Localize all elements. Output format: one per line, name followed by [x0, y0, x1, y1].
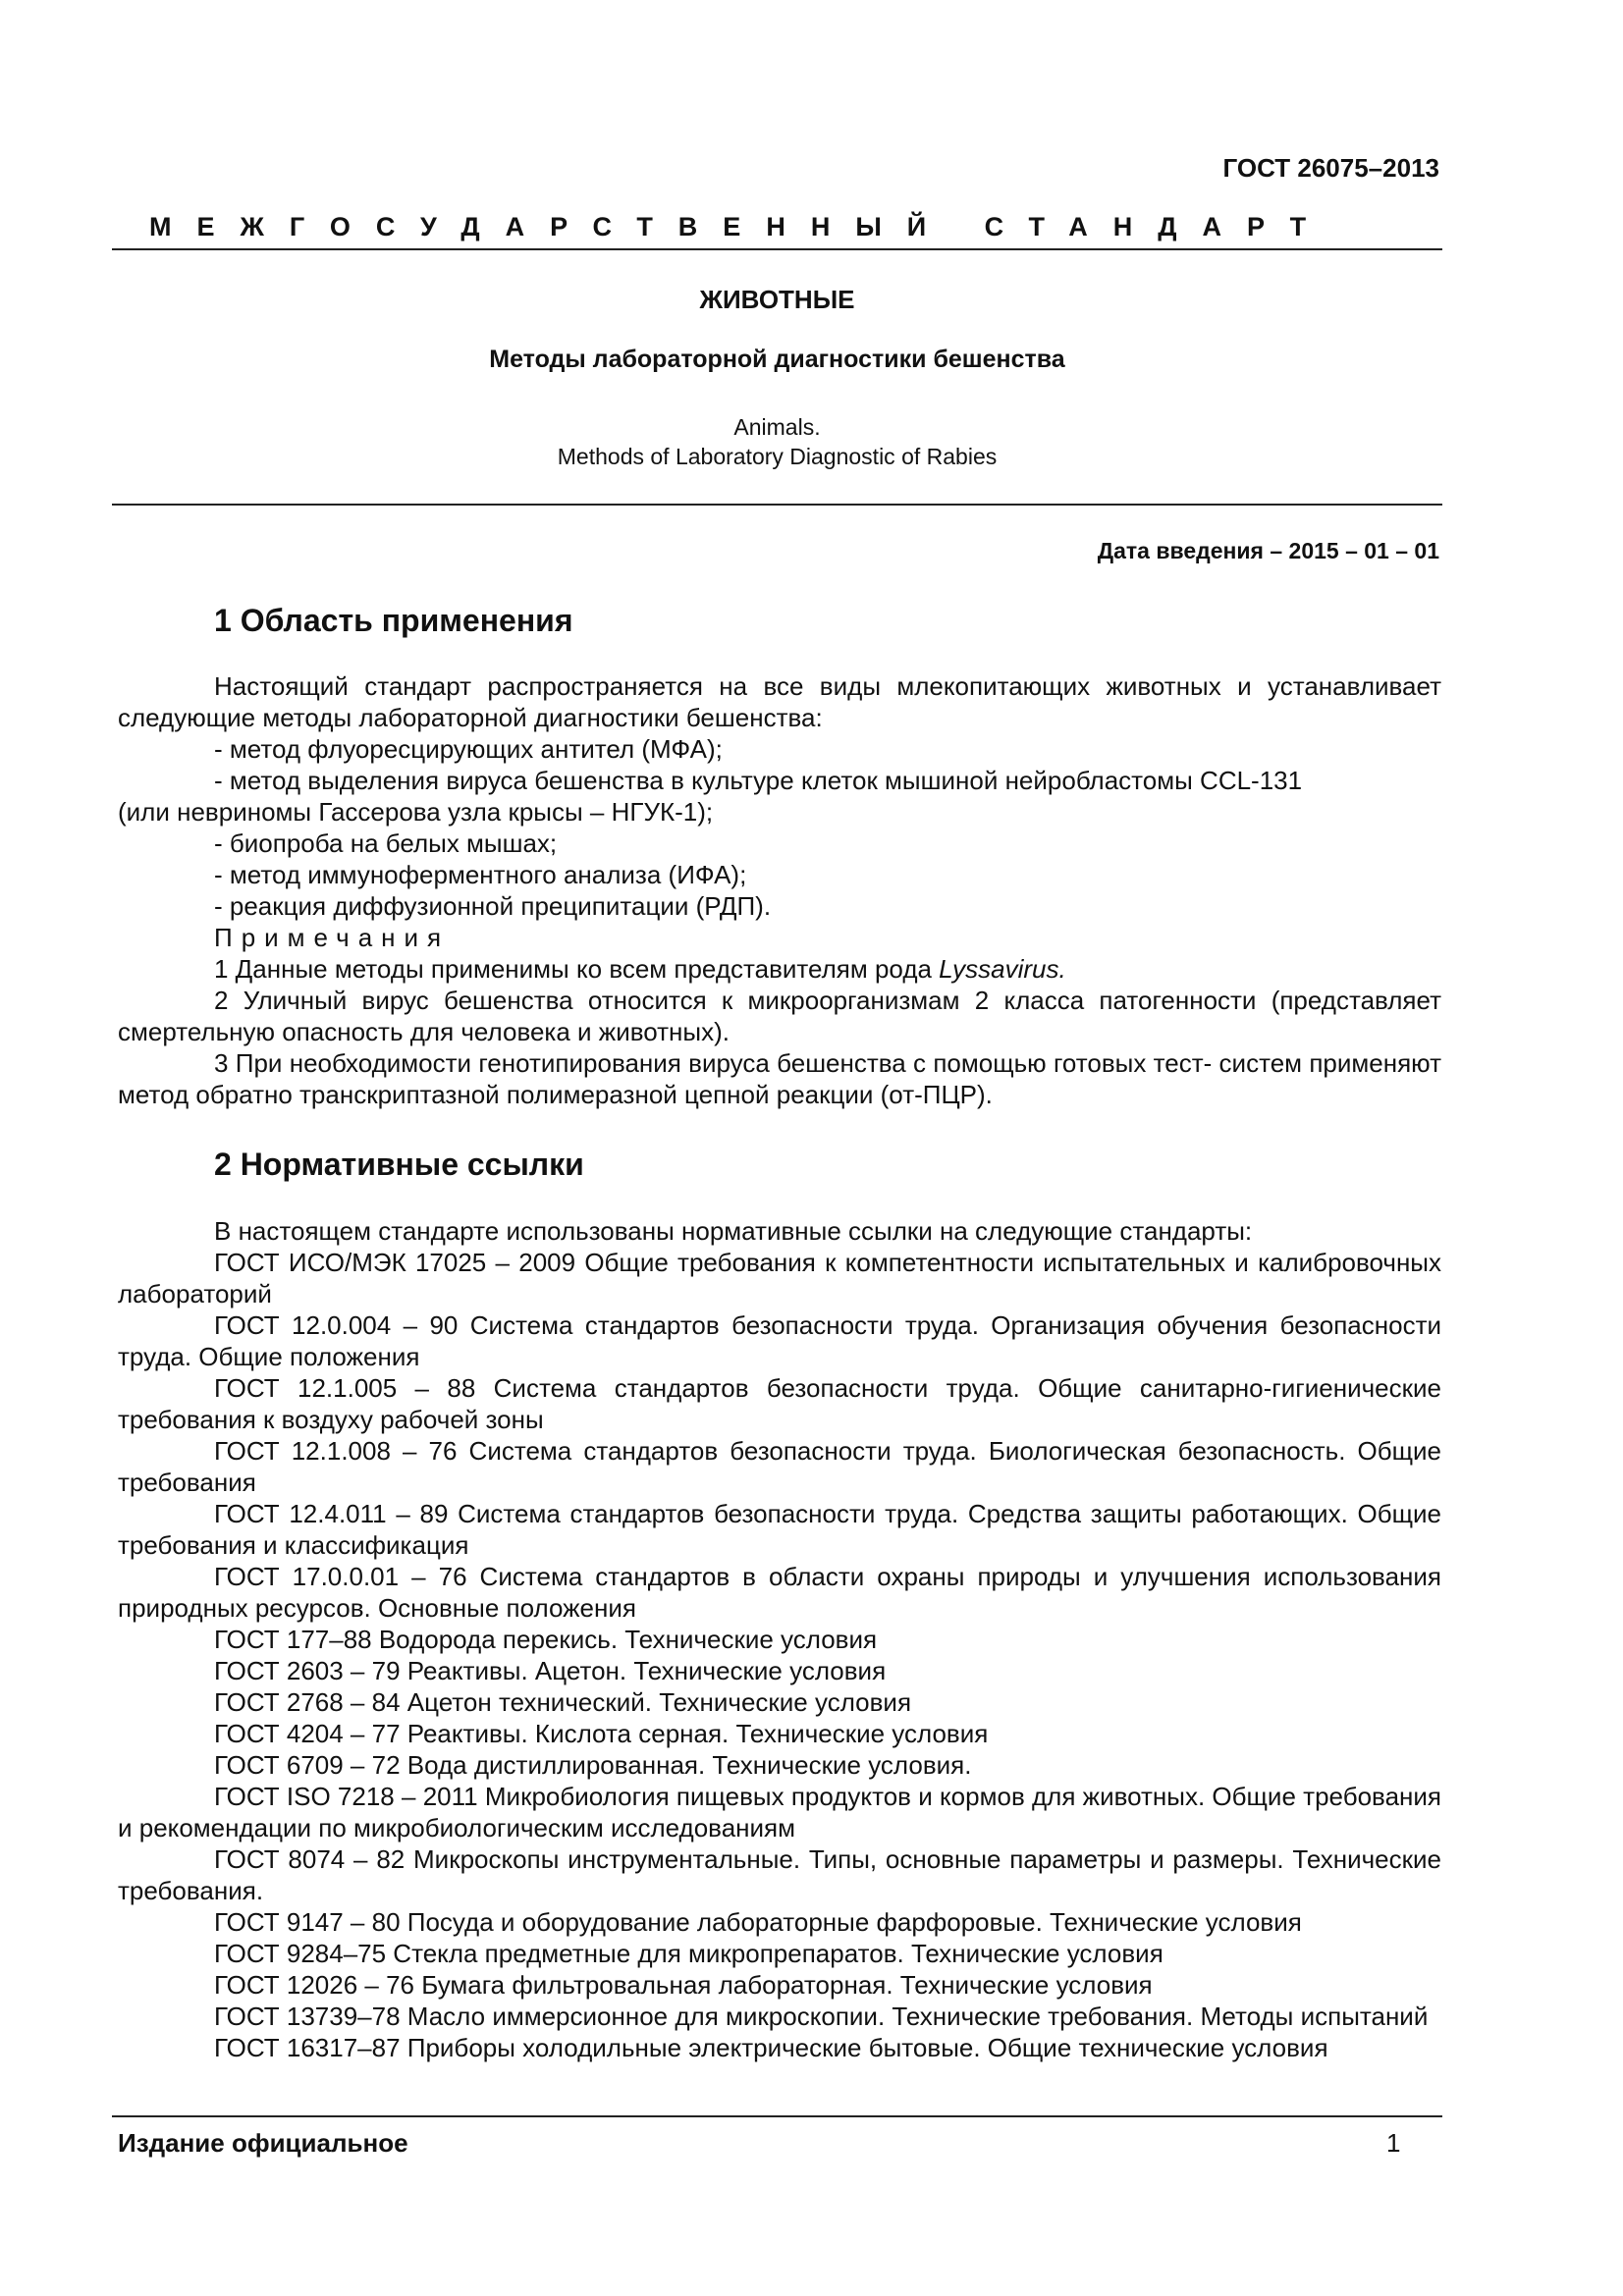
header-divider: [112, 248, 1442, 250]
reference-item: ГОСТ 12.1.008 – 76 Система стандартов безопасности труда. Биологическая безопасность. Общие требования: [118, 1436, 1441, 1497]
reference-item: ГОСТ 17.0.0.01 – 76 Система стандартов в области охраны природы и улучшения использования природных ресурсов. Основные положения: [118, 1562, 1441, 1623]
official-edition-label: Издание официальное: [118, 2128, 408, 2158]
reference-item: ГОСТ 2768 – 84 Ацетон технический. Технические условия: [214, 1687, 912, 1717]
english-title: [112, 412, 1442, 471]
section-1-heading: 1 Область применения: [214, 603, 573, 638]
reference-item: ГОСТ 177–88 Водорода перекись. Технические условия: [214, 1625, 878, 1654]
reference-item: ГОСТ ИСО/МЭК 17025 – 2009 Общие требования к компетентности испытательных и калибровочных лабораторий: [118, 1248, 1441, 1308]
section-1-body: [118, 670, 1441, 1110]
reference-item: ГОСТ 12026 – 76 Бумага фильтровальная лабораторная. Технические условия: [214, 1970, 1153, 2000]
reference-item: ГОСТ 9284–75 Стекла предметные для микропрепаратов. Технические условия: [214, 1939, 1163, 1968]
document-subtitle: Методы лабораторной диагностики бешенства: [489, 346, 1065, 373]
reference-item: ГОСТ 16317–87 Приборы холодильные электрические бытовые. Общие технические условия: [214, 2033, 1328, 2062]
title-divider: [112, 504, 1442, 506]
section-2-heading: 2 Нормативные ссылки: [214, 1147, 584, 1182]
list-item: - биопроба на белых мышах;: [214, 828, 558, 858]
list-item: - реакция диффузионной преципитации (РДП).: [214, 891, 772, 921]
footer-divider: [112, 2115, 1442, 2117]
note-2: 2 Уличный вирус бешенства относится к микроорганизмам 2 класса патогенности (представляет смертельную опасность для человека и животных).: [118, 986, 1441, 1046]
reference-item: ГОСТ 6709 – 72 Вода дистиллированная. Технические условия.: [214, 1750, 972, 1780]
note-3: 3 При необходимости генотипирования вируса бешенства с помощью готовых тест- систем применяют метод обратно транскриптазной полимеразной цепной реакции (от-ПЦР).: [118, 1048, 1441, 1109]
document-title: ЖИВОТНЫЕ: [699, 285, 855, 314]
list-item: - метод иммуноферментного анализа (ИФА);: [214, 860, 747, 889]
english-title-line1: Animals.: [733, 414, 821, 440]
reference-item: ГОСТ ISO 7218 – 2011 Микробиология пищевых продуктов и кормов для животных. Общие требования и рекомендации по микробиологическим исследованиям: [118, 1782, 1441, 1842]
section-2-body: [118, 1215, 1441, 2063]
reference-item: ГОСТ 12.0.004 – 90 Система стандартов безопасности труда. Организация обучения безопасности труда. Общие положения: [118, 1310, 1441, 1371]
reference-item: ГОСТ 8074 – 82 Микроскопы инструментальные. Типы, основные параметры и размеры. Технические требования.: [118, 1844, 1441, 1905]
notes-label: Примечания: [214, 923, 451, 952]
list-item: - метод выделения вируса бешенства в культуре клеток мышиной нейробластомы CCL-131: [214, 766, 1303, 795]
note-1-genus: Lyssavirus.: [939, 954, 1066, 984]
reference-item: ГОСТ 12.1.005 – 88 Система стандартов безопасности труда. Общие санитарно-гигиенические требования к воздуху рабочей зоны: [118, 1373, 1441, 1434]
reference-item: ГОСТ 9147 – 80 Посуда и оборудование лабораторные фарфоровые. Технические условия: [214, 1907, 1302, 1937]
page-number: 1: [1386, 2128, 1401, 2158]
reference-item: ГОСТ 4204 – 77 Реактивы. Кислота серная. Технические условия: [214, 1719, 989, 1748]
note-1-text: 1 Данные методы применимы ко всем представителям рода: [214, 954, 940, 984]
reference-item: ГОСТ 12.4.011 – 89 Система стандартов безопасности труда. Средства защиты работающих. Общие требования и классификация: [118, 1499, 1441, 1560]
introduction-date: Дата введения – 2015 – 01 – 01: [1097, 538, 1439, 563]
list-item: - метод флуоресцирующих антител (МФА);: [214, 734, 723, 764]
standard-type-heading: МЕЖГОСУДАРСТВЕННЫЙ СТАНДАРТ: [149, 212, 1332, 241]
paragraph: Настоящий стандарт распространяется на все виды млекопитающих животных и устанавливает следующие методы лабораторной диагностики бешенства:: [118, 671, 1441, 732]
paragraph: В настоящем стандарте использованы нормативные ссылки на следующие стандарты:: [214, 1216, 1253, 1246]
reference-item: ГОСТ 13739–78 Масло иммерсионное для микроскопии. Технические требования. Методы испытаний: [214, 2002, 1429, 2031]
english-title-line2: Methods of Laboratory Diagnostic of Rabies: [557, 444, 998, 469]
note-1: [118, 953, 1441, 985]
list-item-continuation: (или невриномы Гассерова узла крысы – НГУК-1);: [118, 797, 714, 827]
reference-item: ГОСТ 2603 – 79 Реактивы. Ацетон. Технические условия: [214, 1656, 887, 1685]
document-number: ГОСТ 26075–2013: [1222, 153, 1439, 183]
